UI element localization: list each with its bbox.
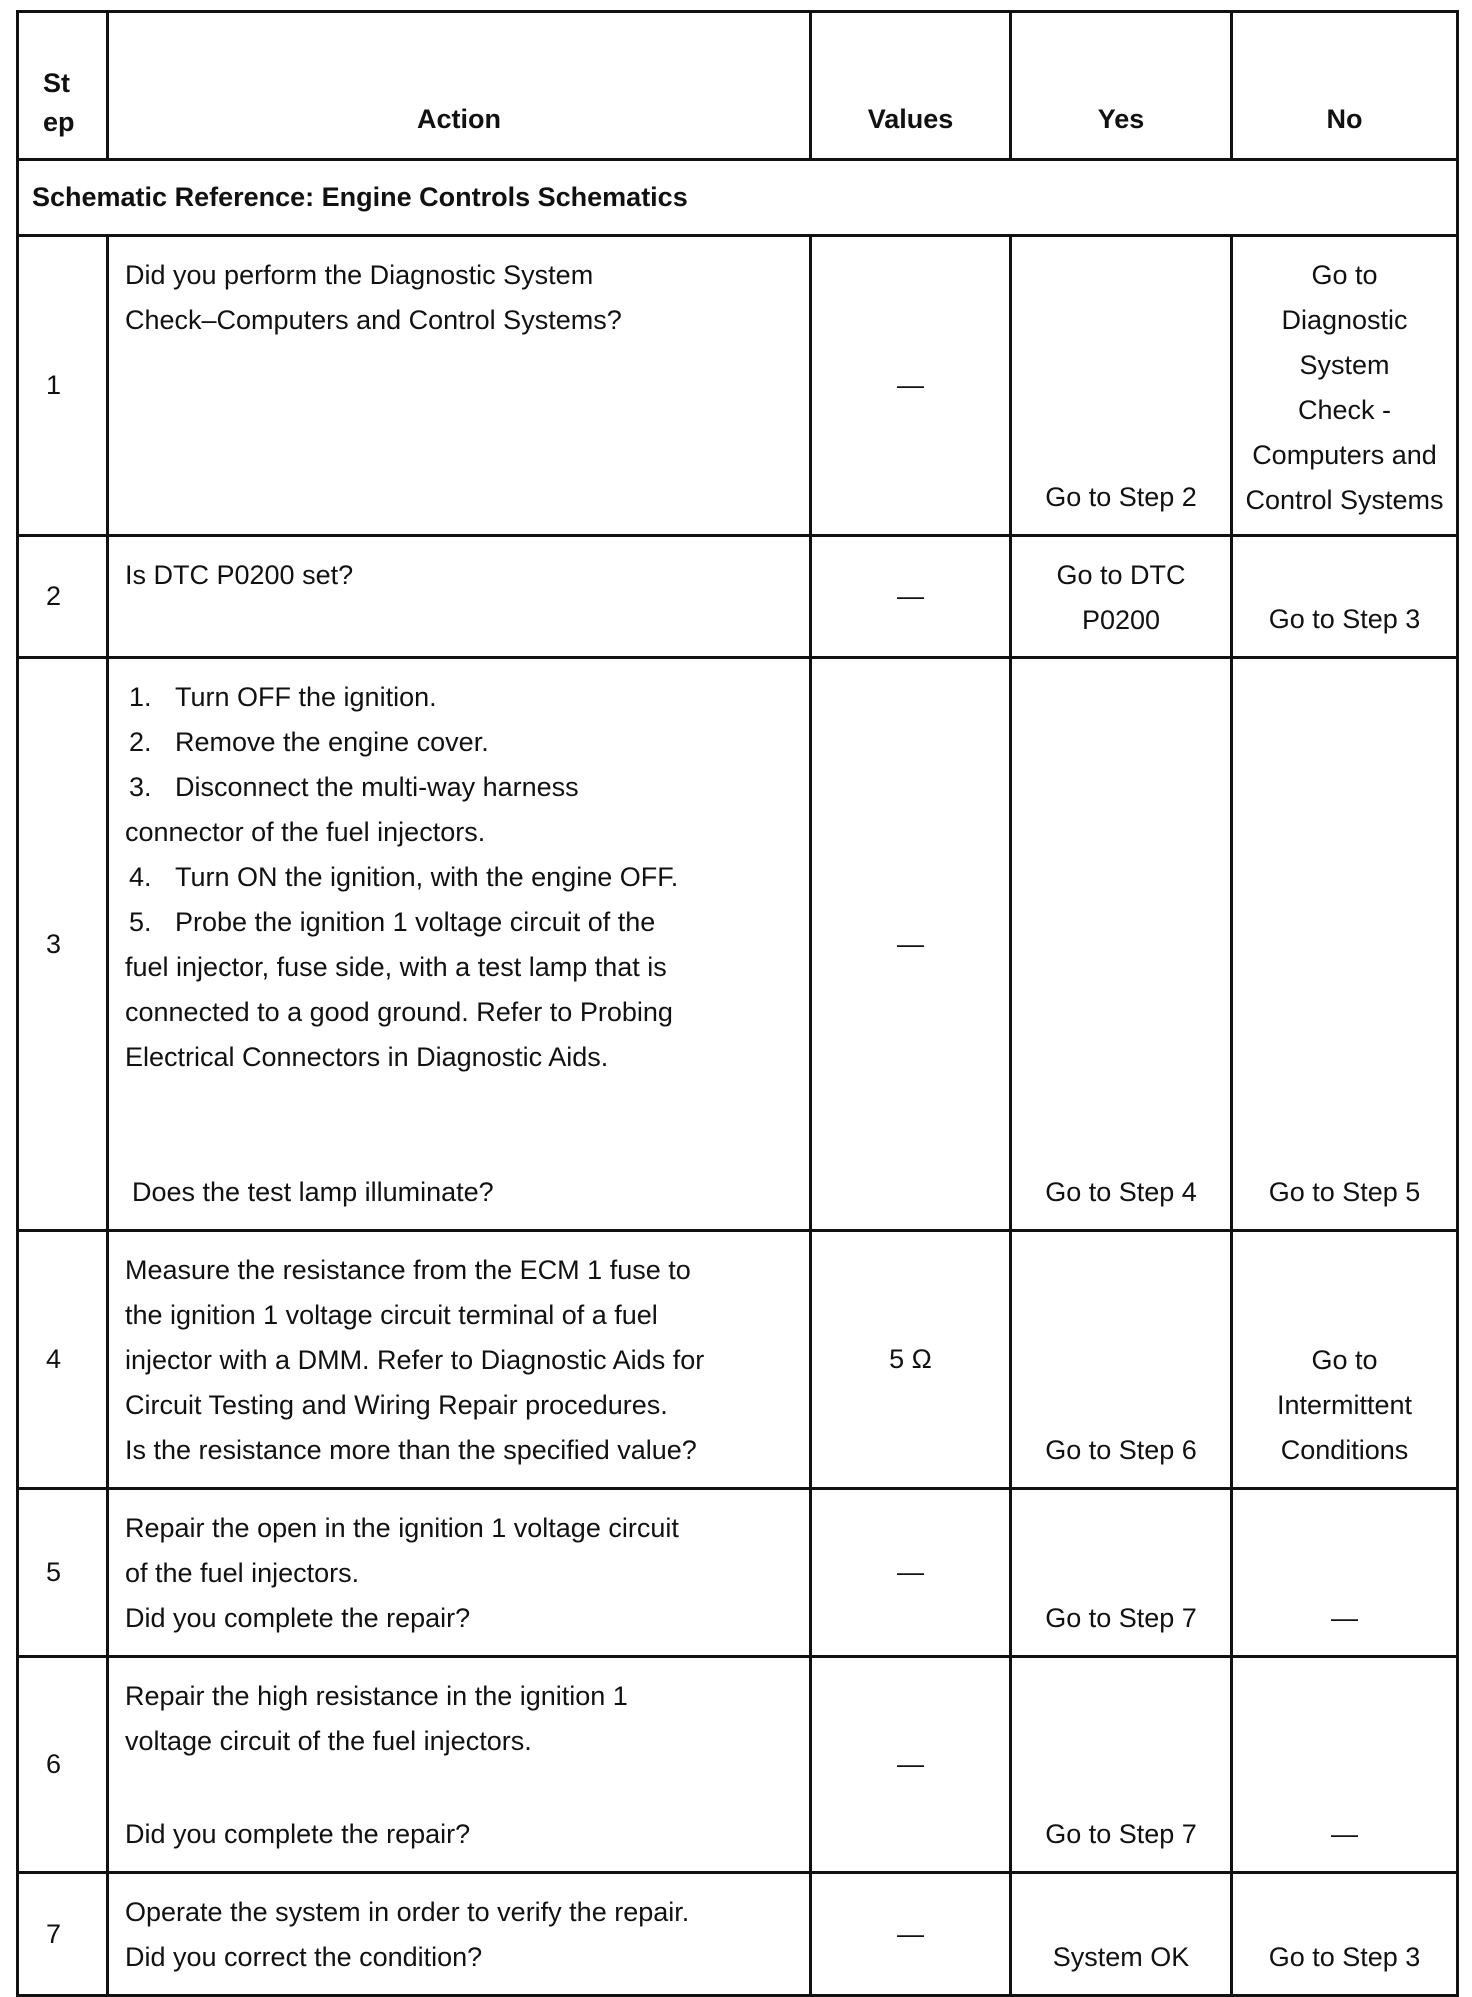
- yes-result: Go to Step 4: [1011, 658, 1232, 1231]
- step-number: 6: [18, 1657, 108, 1873]
- action-item: 1. Turn OFF the ignition.: [129, 682, 437, 712]
- yes-result: System OK: [1011, 1873, 1232, 1996]
- table-row: [18, 1231, 1458, 1489]
- step-number: 7: [18, 1873, 108, 1996]
- header-action: Action: [108, 12, 811, 160]
- yes-result: Go to Step 6: [1011, 1231, 1232, 1489]
- step-number: 4: [18, 1231, 108, 1489]
- table-row: [18, 658, 1458, 1231]
- action-item: 2. Remove the engine cover.: [129, 727, 489, 757]
- step-value: —: [811, 658, 1011, 1231]
- table-row: [18, 536, 1458, 658]
- schematic-reference-row: [18, 160, 1458, 236]
- table-header-row: [18, 12, 1458, 160]
- no-result: —: [1232, 1489, 1458, 1657]
- header-step-line2: ep: [43, 107, 75, 137]
- step-action: Repair the open in the ignition 1 voltage circuit of the fuel injectors. Did you complete the repair?: [108, 1489, 811, 1657]
- action-item: 5. Probe the ignition 1 voltage circuit of the: [129, 907, 656, 937]
- action-item: 3. Disconnect the multi-way harness: [129, 772, 579, 802]
- step-value: —: [811, 536, 1011, 658]
- header-no: No: [1232, 12, 1458, 160]
- step-number: 2: [18, 536, 108, 658]
- no-result: Go to Step 5: [1232, 658, 1458, 1231]
- no-result: Go to Step 3: [1232, 1873, 1458, 1996]
- no-result: Go to Diagnostic System Check - Computers and Control Systems: [1232, 236, 1458, 536]
- table-row: [18, 1489, 1458, 1657]
- step-action: Did you perform the Diagnostic System Check–Computers and Control Systems?: [108, 236, 811, 536]
- yes-result: Go to Step 7: [1011, 1657, 1232, 1873]
- yes-result: Go to Step 2: [1011, 236, 1232, 536]
- step-number: 1: [18, 236, 108, 536]
- step-value: —: [811, 236, 1011, 536]
- step-value: 5 Ω: [811, 1231, 1011, 1489]
- no-result: —: [1232, 1657, 1458, 1873]
- step-question: Does the test lamp illuminate?: [132, 1177, 494, 1207]
- header-step-line1: St: [43, 68, 70, 98]
- table-row: [18, 1657, 1458, 1873]
- diagnostic-table: [16, 10, 1459, 1997]
- header-step: [18, 12, 108, 160]
- table-row: [18, 1873, 1458, 1996]
- step-number: 5: [18, 1489, 108, 1657]
- step-action: Operate the system in order to verify the repair. Did you correct the condition?: [108, 1873, 811, 1996]
- step-action: 1. Turn OFF the ignition. 2. Remove the engine cover. 3. Disconnect the multi-way harness connector of the fuel injectors. 4. Turn ON the ignition, with the engine OFF. 5. Probe the ignition 1 voltage circuit of the fuel injector, fuse side, with a test lamp that is connected to a good ground. Refer to Probing Electrical Connectors in Diagnostic Aids. Does the test lamp illuminate?: [108, 658, 811, 1231]
- diagnostic-table-page: [16, 10, 1459, 1997]
- step-value: —: [811, 1873, 1011, 1996]
- header-values: Values: [811, 12, 1011, 160]
- yes-result: Go to DTC P0200: [1011, 536, 1232, 658]
- step-number: 3: [18, 658, 108, 1231]
- action-item: 4. Turn ON the ignition, with the engine OFF.: [129, 862, 679, 892]
- step-question: Did you complete the repair?: [125, 1819, 471, 1849]
- step-action: Measure the resistance from the ECM 1 fuse to the ignition 1 voltage circuit terminal of a fuel injector with a DMM. Refer to Diagnostic Aids for Circuit Testing and Wiring Repair procedures. Is the resistance more than the specified value?: [108, 1231, 811, 1489]
- step-action: Repair the high resistance in the ignition 1 voltage circuit of the fuel injectors. Did you complete the repair?: [108, 1657, 811, 1873]
- step-action: Is DTC P0200 set?: [108, 536, 811, 658]
- step-value: —: [811, 1489, 1011, 1657]
- table-row: [18, 236, 1458, 536]
- no-result: Go to Intermittent Conditions: [1232, 1231, 1458, 1489]
- header-yes: Yes: [1011, 12, 1232, 160]
- step-value: —: [811, 1657, 1011, 1873]
- no-result: Go to Step 3: [1232, 536, 1458, 658]
- schematic-reference: Schematic Reference: Engine Controls Schematics: [18, 160, 1458, 236]
- yes-result: Go to Step 7: [1011, 1489, 1232, 1657]
